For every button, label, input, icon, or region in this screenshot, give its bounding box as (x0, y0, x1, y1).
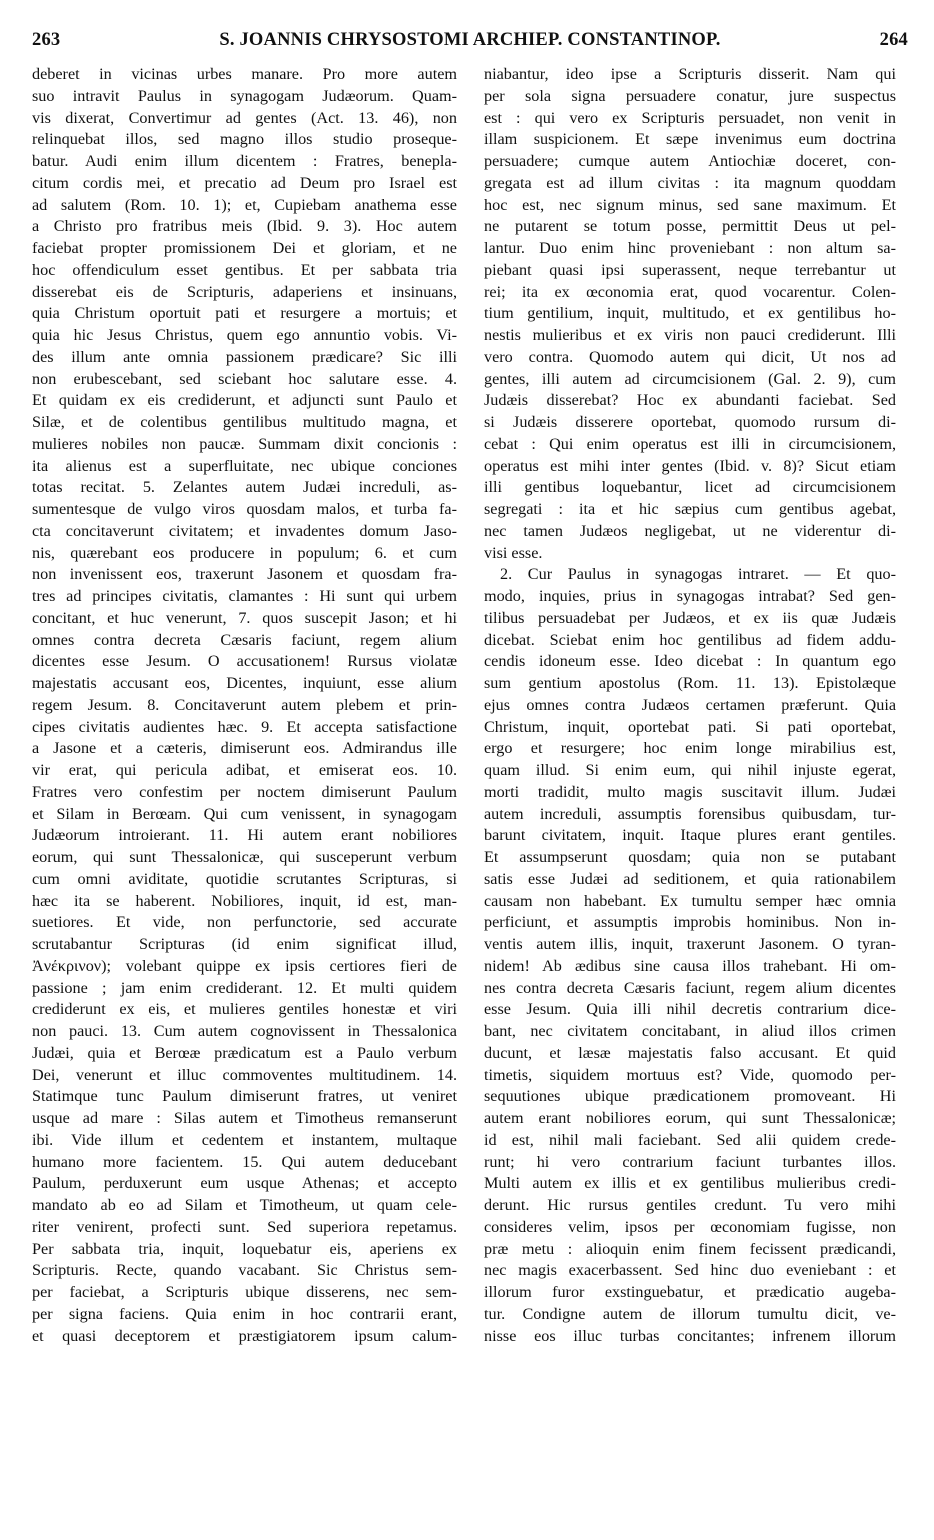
text-line: hæc ita se haberent. Nobiliores, inquit, id est, man- (32, 891, 457, 910)
text-line: Judæi, quia et Berœæ prædicatum est a Paulo verbum (32, 1043, 457, 1062)
text-line: quam illud. Si enim eum, qui nihil injuste egerat, (484, 761, 896, 779)
text-line: lantur. Duo enim hinc proveniebant : non altum sa- (484, 239, 896, 257)
text-line: bant, nec civitatem concitabant, in aliud illos crimen (484, 1022, 896, 1040)
text-line: et quasi deceptorem et præstigiatorem ipsum calum- (32, 1326, 457, 1345)
text-line: quia Christum oportuit pati et resurgere a mortuis; et (32, 304, 457, 323)
text-line: piebant quasi ipsi superassent, neque terrebantur ut (484, 260, 896, 279)
text-line: Fratres vero confestim per noctem dimiserunt Paulum (32, 782, 457, 801)
text-line: runt; hi vero contrarium faciunt turbantes illos. (484, 1152, 896, 1171)
text-line: operatus est mihi inter gentes (Ibid. v. 8)? Sicut etiam (484, 456, 896, 475)
text-line: a Christo pro fratribus meis (Ibid. 9. 3). Hoc autem (32, 217, 457, 236)
text-line: visi esse. (484, 543, 543, 562)
text-line: 2. Cur Paulus in synagogas intraret. — Et quo- (500, 565, 896, 584)
text-line: ejus omnes contra Judæos certamen præferunt. Quia (484, 695, 896, 714)
text-line: esse Jesum. Quia illi nihil decretis contrarium dice- (484, 1000, 896, 1019)
text-line: per sola signa persuadere conatur, jure suspectus (484, 86, 896, 105)
text-line: riter venirent, profecti sunt. Sed superiora repetamus. (32, 1217, 457, 1236)
text-line: consideres velim, ipsos per œconomiam fugisse, non (484, 1217, 896, 1236)
text-line: perficiunt, et assumptis improbis hominibus. Non in- (484, 913, 896, 932)
text-line: id est, nihil mali faciebant. Sed alii quidem crede- (484, 1130, 896, 1149)
text-line: hoc offendiculum esset gentibus. Et per sabbata tria (32, 260, 457, 279)
text-line: nis, quærebant eos producere in populum; 6. et cum (32, 543, 457, 562)
text-line: mulieres nobiles non paucæ. Summam dixit concionis : (32, 434, 457, 453)
text-line: Dei, venerunt et illuc commoventes multitudinem. 14. (32, 1065, 457, 1084)
text-line: cendis idoneum esse. Ideo dicebat : In quantum ego (484, 652, 896, 671)
text-line: rei; ita ex œconomia erat, quod vocarentur. Colen- (484, 282, 896, 301)
text-line: Judæorum introierant. 11. Hi autem erant nobiliores (32, 826, 457, 845)
text-line: vis dixerat, Convertimur ad gentes (Act. 13. 46), non (32, 108, 457, 127)
text-line: Et assumpserunt quosdam; quia non se putabant (484, 848, 896, 866)
text-line: suo intravit Paulus in synagogam Judæorum. Quam- (32, 86, 457, 105)
text-line: crediderunt ex eis, et mulieres gentiles honestæ et viri (32, 1000, 457, 1019)
text-line: nidem! Ab ædibus sine causa illos trahebant. Hi om- (484, 956, 896, 975)
text-line: Judæis disserebat? Hoc ex abundanti faciebat. Sed (484, 391, 896, 410)
left-column (32, 64, 457, 1347)
text-line: autem increduli, assumptis forensibus quibusdam, tur- (484, 804, 896, 823)
text-line: cipes civitatis audientes hæc. 9. Et accepta satisfactione (32, 717, 457, 736)
text-line: præ metu : alioquin enim finem fecissent prædicandi, (484, 1239, 896, 1258)
text-line: gentes, illi autem ad circumcisionem (Gal. 2. 9), cum (484, 369, 896, 388)
text-line: regem Jesum. 8. Concitaverunt autem plebem et prin- (32, 695, 457, 714)
text-line: segregati : ita et hic sæpius cum gentibus agebat, (484, 500, 896, 518)
page-number-left: 263 (32, 30, 61, 50)
text-line: deberet in vicinas urbes manare. Pro more autem (32, 65, 457, 83)
text-line: sequutiones ubique prædicationem promoveant. Hi (484, 1087, 896, 1106)
text-line: ibi. Vide illum et cedentem et instantem, multaque (32, 1130, 457, 1149)
text-line: causam non habebant. Ex tumultu semper hæc omnia (484, 891, 896, 910)
text-line: tur. Condigne autem de illorum tumultu dicit, ve- (484, 1304, 896, 1323)
text-line: ergo et resurgere; hoc enim longe mirabilius est, (484, 739, 896, 758)
text-line: niabantur, ideo ipse a Scripturis disserit. Nam qui (484, 65, 896, 83)
text-line: autem erant nobiliores eorum, qui sunt Thessalonicæ; (484, 1109, 896, 1127)
text-line: gregata est ad illum civitas : ita magnum quoddam (484, 173, 896, 192)
text-line: nes contra decreta Cæsaris faciunt, regem alium dicentes (484, 978, 896, 997)
text-line: satis esse Judæi ad seditionem, et quia rationabilem (484, 869, 896, 888)
running-title: S. JOANNIS CHRYSOSTOMI ARCHIEP. CONSTANTINOP. (219, 30, 721, 50)
text-line: illam suspicionem. Et sæpe invenimus eum doctrina (484, 130, 896, 149)
text-line: sumentesque de vulgo viros quosdam malos, et turba fa- (32, 500, 457, 518)
text-line: nec magis exacerbassent. Sed hinc duo eveniebant : et (484, 1261, 896, 1280)
text-line: relinquebat illos, sed magno illos studio proseque- (32, 130, 457, 149)
text-line: Ἀνέκρινον); volebant quippe ex ipsis certiores fieri de (32, 956, 457, 975)
text-line: Per sabbata tria, inquit, loquebatur eis, aperiens ex (32, 1239, 457, 1258)
text-line: ventis autem illis, inquit, traxerunt Jasonem. O tyran- (484, 935, 896, 953)
text-line: cta concitaverunt civitatem; et invadentes domum Jaso- (32, 521, 457, 540)
text-line: omnes contra decreta Cæsaris faciunt, regem alium (32, 630, 457, 649)
text-line: des illum ante omnia passionem prædicare? Sic illi (32, 347, 457, 366)
text-line: modo, inquies, prius in synagogas intrabat? Sed gen- (484, 587, 896, 605)
text-line: illorum furor exstinguebatur, et prædicatio augeba- (484, 1283, 896, 1301)
running-header (32, 30, 908, 60)
text-line: vir erat, qui pericula adibat, et emiserat eos. 10. (32, 761, 457, 779)
text-line: quia hic Jesus Christus, quem ego annuntio vobis. Vi- (32, 326, 457, 344)
text-line: timetis, siquidem mortuus est? Vide, quomodo per- (484, 1065, 896, 1084)
page-number-right: 264 (879, 30, 908, 50)
text-line: per faciebat, a Scripturis ubique disserens, nec sem- (32, 1283, 457, 1301)
text-line: per signa faciens. Quia enim in hoc contrarii erant, (32, 1304, 457, 1323)
text-line: mandato ab eo ad Silam et Timotheum, ut quam cele- (32, 1196, 457, 1214)
text-line: passione ; jam enim crediderant. 12. Et multi quidem (32, 978, 457, 997)
text-line: usque ad mare : Silas autem et Timotheus remanserunt (32, 1109, 457, 1127)
text-line: Et quidam ex eis crediderunt, et adjuncti sunt Paulo et (32, 391, 457, 410)
text-line: Statimque tunc Paulum dimiserunt fratres, ut veniret (32, 1087, 457, 1106)
right-column (484, 64, 896, 1347)
text-line: Paulum, perduxerunt eum usque Athenas; et accepto (32, 1174, 457, 1193)
text-line: derunt. Hic rursus gentiles credunt. Tu vero mihi (484, 1196, 896, 1214)
text-line: tilibus persuadebat per Judæos, et ex iis quæ Judæis (484, 608, 896, 627)
text-line: citum cordis mei, et precatio ad Deum pro Israel est (32, 173, 457, 192)
text-line: ita alienus est a superfluitate, nec ubique conciones (32, 456, 457, 475)
text-line: Scripturis. Recte, quando vacabant. Sic Christus sem- (32, 1261, 457, 1280)
text-line: sum gentium apostolus (Rom. 11. 13). Epistolæque (484, 674, 896, 692)
text-line: eorum, qui sunt Thessalonicæ, qui susceperunt verbum (32, 848, 457, 866)
text-line: suetiores. Et vide, non perfunctorie, sed accurate (32, 913, 457, 932)
text-line: Silæ, et de colentibus gentilibus multitudo magna, et (32, 413, 457, 431)
text-line: a Jasone et a cæteris, dimiserunt eos. Admirandus ille (32, 739, 457, 758)
text-line: dicentes esse Jesum. O accusationem! Rursus violatæ (32, 652, 457, 671)
text-line: Christum, inquit, oportebat pati. Si pati oportebat, (484, 717, 896, 736)
text-line: non erubescebant, sed sciebant hoc salutare esse. 4. (32, 369, 457, 388)
text-line: ducunt, et læsæ majestatis falso accusant. Et quid (484, 1043, 896, 1062)
text-line: morti tradidit, multo magis suscitavit illum. Judæi (484, 782, 896, 801)
text-line: humano more facientem. 15. Qui autem deducebant (32, 1152, 457, 1171)
text-line: ad salutem (Rom. 10. 1); et, Cupiebam anathema esse (32, 195, 457, 214)
text-line: cebat : Qui enim operatus est illi in circumcisionem, (484, 434, 896, 453)
text-line: disserebat eis de Scripturis, adaperiens et insinuans, (32, 282, 457, 301)
text-line: non pauci. 13. Cum autem cognovissent in Thessalonica (32, 1022, 457, 1040)
text-line: majestatis accusant eos, Dicentes, inquiunt, esse alium (32, 674, 457, 692)
text-line: concitant, et huc venerunt, 7. quos suscepit Jason; et hi (32, 608, 457, 627)
text-line: non invenissent eos, traxerunt Jasonem et quosdam fra- (32, 565, 457, 584)
text-line: cum omni aviditate, quotidie scrutantes Scripturas, si (32, 869, 457, 888)
text-line: nisse eos illuc turbas concitantes; infrenem illorum (484, 1326, 896, 1345)
text-line: faciebat propter promissionem Dei et gloriam, et ne (32, 239, 457, 257)
text-line: tres ad principes civitatis, clamantes : Hi sunt qui urbem (32, 587, 457, 605)
text-line: tium gentilium, inquit, multitudo, et ex gentilibus ho- (484, 304, 896, 323)
text-line: persuadere; cumque autem Antiochiæ doceret, con- (484, 152, 896, 170)
text-line: hoc est, nec signum minus, sed sane maximum. Et (484, 195, 896, 214)
text-line: barunt civitatem, inquit. Itaque plures erant gentiles. (484, 826, 896, 845)
text-line: illi gentibus loquebantur, licet ad circumcisionem (484, 478, 896, 497)
text-line: si Judæis disserere oportebat, quomodo rursum di- (484, 413, 896, 431)
text-line: ne putarent se totum posse, permittit Deus ut pel- (484, 217, 896, 236)
text-line: dicebat. Sciebat enim hoc gentilibus ad fidem addu- (484, 630, 896, 649)
text-line: et Silam in Berœam. Qui cum venissent, in synagogam (32, 804, 457, 823)
text-line: scrutabantur Scripturas (id enim significat illud, (32, 935, 457, 953)
text-line: vero contra. Quomodo autem qui dicit, Ut nos ad (484, 347, 896, 366)
text-line: est : qui vero ex Scripturis persuadet, non venit in (484, 108, 896, 127)
text-line: Multi autem ex illis et ex gentilibus mulieribus credi- (484, 1174, 896, 1193)
text-line: nec tamen Judæos negligebat, ut ne viderentur di- (484, 521, 896, 540)
text-line: totas recitat. 5. Zelantes autem Judæi increduli, as- (32, 478, 457, 497)
text-line: nestis mulieribus et ex viris non pauci crediderunt. Illi (484, 326, 896, 344)
text-line: batur. Audi enim illum dicentem : Fratres, benepla- (32, 152, 457, 170)
